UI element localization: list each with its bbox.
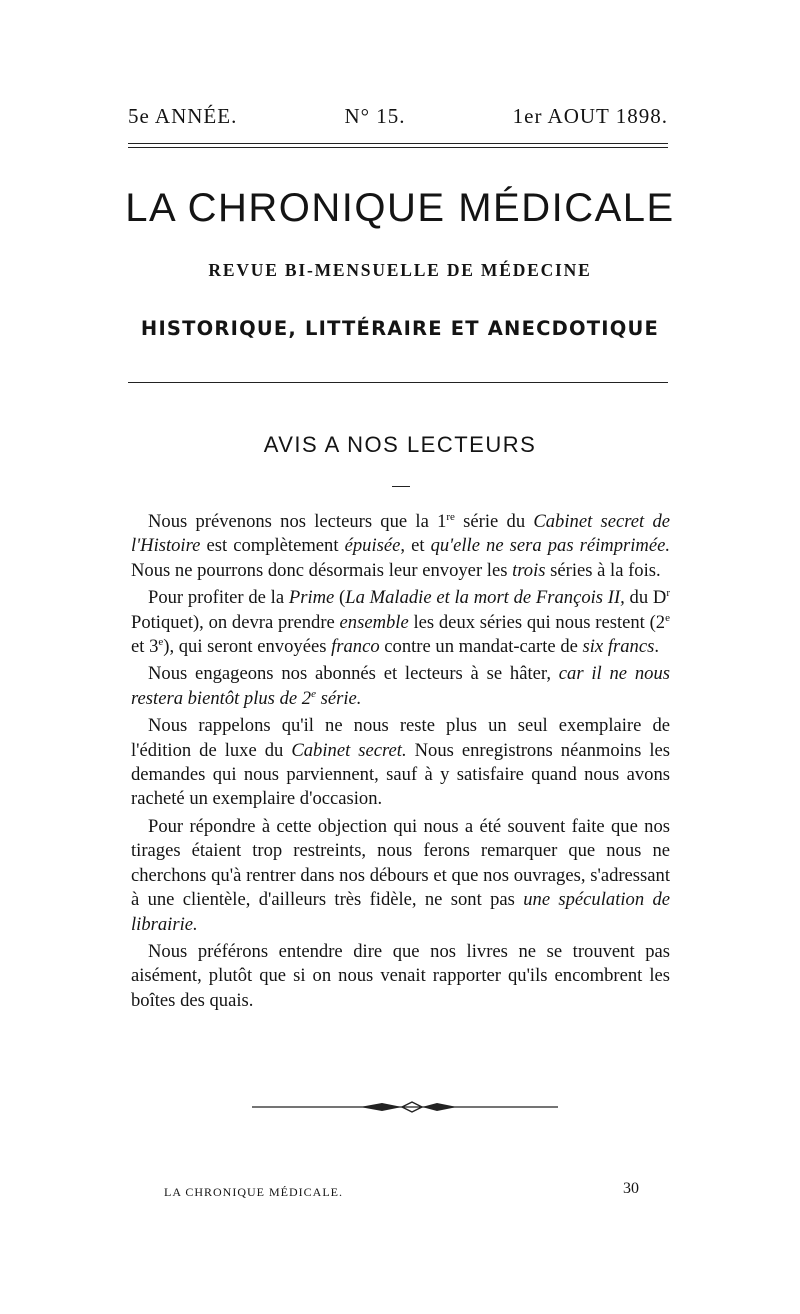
paragraph-3: Nous engageons nos abonnés et lecteurs à se hâter, car il ne nous restera bientôt plus de 2e série.: [131, 663, 670, 709]
notice-heading: AVIS A NOS LECTEURS: [263, 432, 537, 457]
page-number: 30: [623, 1180, 639, 1197]
header-rule-bottom: [128, 147, 668, 148]
paragraph-2: Pour profiter de la Prime (La Maladie et la mort de François II, du $D^r$ Potiquet), on devra prendre ensemble les deux séries qui nous restent (2e et 3e), qui seront envoyées franco contre un mandat-carte de six francs.: [131, 587, 670, 658]
paragraph-4: Nous rappelons qu'il ne nous reste plus un seul exemplaire de l'édition de luxe du Cabinet secret. Nous enregistrons néanmoins les demandes qui nous parviennent, sauf à y satisfaire quand nous avons racheté un exemplaire d'occasion.: [131, 715, 670, 810]
journal-title: LA CHRONIQUE MÉDICALE: [125, 186, 675, 230]
masthead-rule: [128, 382, 668, 383]
ornament-divider: [252, 1097, 558, 1117]
paragraph-6: Nous préférons entendre dire que nos livres ne se trouvent pas aisément, plutôt que si on nous venait rapporter qu'ils encombrent les boîtes des quais.: [131, 940, 670, 1011]
journal-subtitle: REVUE BI-MENSUELLE DE MÉDECINE: [208, 260, 592, 280]
header-rule-top: [128, 143, 668, 144]
heading-dash: [392, 486, 410, 487]
issue-header: [128, 104, 668, 129]
notice-body: [131, 510, 670, 1016]
paragraph-5: Pour répondre à cette objection qui nous a été souvent faite que nos tirages étaient trop restreints, nous ferons remarquer que nous ne cherchons qu'à rentrer dans nos débours et que nos ouvrages, s'adressant à une clientèle, d'ailleurs très fidèle, ne sont pas une spéculation de librairie.: [131, 815, 670, 935]
volume-label: 5e ANNÉE.: [128, 104, 238, 128]
journal-subtitle-2: HISTORIQUE, LITTÉRAIRE ET ANECDOTIQUE: [140, 317, 660, 340]
issue-number: N° 15.: [344, 104, 406, 128]
issue-date: 1er AOUT 1898.: [512, 104, 668, 128]
paragraph-1: Nous prévenons nos lecteurs que la 1re série du Cabinet secret de l'Histoire est complètement épuisée, et qu'elle ne sera pas réimprimée. Nous ne pourrons donc désormais leur envoyer les trois séries à la fois.: [131, 510, 670, 581]
footer-journal-name: LA CHRONIQUE MÉDICALE.: [164, 1185, 343, 1199]
